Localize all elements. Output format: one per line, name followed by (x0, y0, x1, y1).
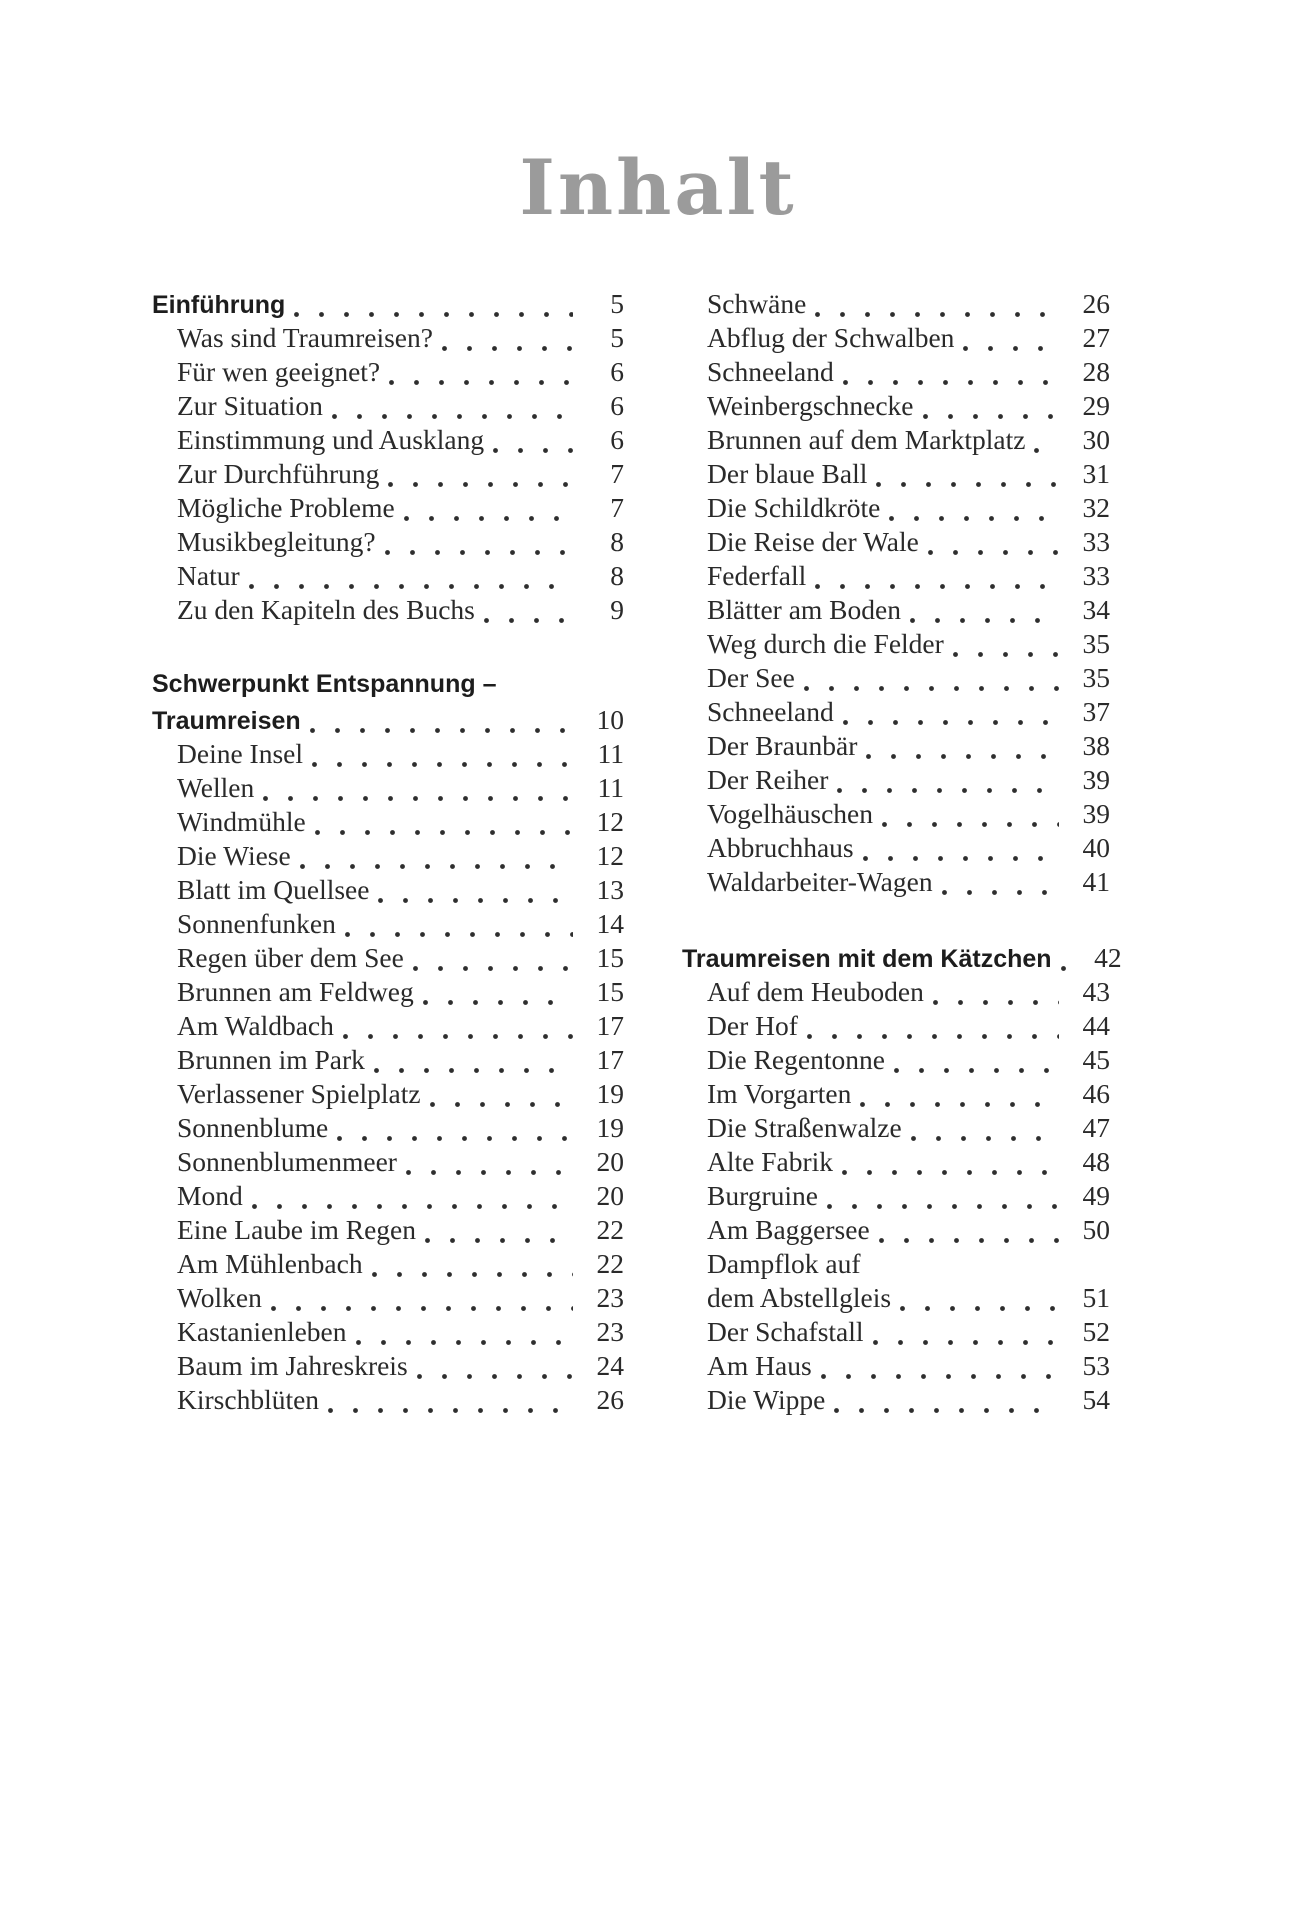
page-number: 50 (1082, 1214, 1110, 1245)
dot-leader (1034, 448, 1059, 453)
toc-label: Im Vorgarten (707, 1078, 852, 1109)
toc-label: Vogelhäuschen (707, 798, 873, 829)
toc-label: Federfall (707, 560, 807, 591)
toc-entry-row (152, 356, 624, 390)
page-number: 28 (1082, 356, 1110, 387)
dot-leader (942, 890, 1059, 895)
toc-entry-row (152, 840, 624, 874)
toc-label: Schwerpunkt Entspannung – (152, 670, 497, 698)
toc-label: Der blaue Ball (707, 458, 868, 489)
toc-label: Brunnen am Feldweg (177, 976, 414, 1007)
dot-leader (343, 1034, 573, 1039)
toc-entry-row (682, 1010, 1110, 1044)
dot-leader (894, 1068, 1059, 1073)
toc-label: Was sind Traumreisen? (177, 322, 433, 353)
dot-leader (827, 1204, 1059, 1209)
page-number: 7 (610, 458, 624, 489)
dot-leader (866, 754, 1059, 759)
toc-entry-row (152, 1282, 624, 1316)
toc-entry-row (152, 1112, 624, 1146)
toc-entry-row (682, 662, 1110, 696)
page-number: 40 (1082, 832, 1110, 863)
page-number: 26 (1082, 288, 1110, 319)
toc-entry-row (152, 322, 624, 356)
page-number: 12 (596, 840, 624, 871)
dot-leader (378, 898, 573, 903)
toc-entry-row (152, 806, 624, 840)
dot-leader (843, 380, 1059, 385)
page-number: 45 (1082, 1044, 1110, 1075)
toc-entry-row (682, 730, 1110, 764)
dot-leader (389, 380, 573, 385)
toc-label: Am Waldbach (177, 1010, 334, 1041)
page-number: 10 (596, 704, 624, 735)
page-number: 32 (1082, 492, 1110, 523)
toc-label: Musikbegleitung? (177, 526, 376, 557)
page-number: 23 (596, 1316, 624, 1347)
toc-entry-row (682, 798, 1110, 832)
toc-label: Sonnenblumenmeer (177, 1146, 397, 1177)
dot-leader (328, 1408, 573, 1413)
page-number: 34 (1082, 594, 1110, 625)
page-number: 7 (610, 492, 624, 523)
page-number: 22 (596, 1248, 624, 1279)
page-number: 9 (610, 594, 624, 625)
toc-label: Brunnen auf dem Marktplatz (707, 424, 1026, 455)
toc-heading-row (152, 288, 624, 322)
toc-label: Abflug der Schwalben (707, 322, 955, 353)
toc-label: Zur Durchführung (177, 458, 380, 489)
page-number: 5 (610, 288, 624, 319)
dot-leader (263, 796, 573, 801)
toc-label: Der Braunbär (707, 730, 858, 761)
toc-entry-row (682, 526, 1110, 560)
toc-entry-row (152, 1316, 624, 1350)
toc-label: Sonnenfunken (177, 908, 336, 939)
toc-label: Die Reise der Wale (707, 526, 919, 557)
page-number: 38 (1082, 730, 1110, 761)
toc-label: Sonnenblume (177, 1112, 329, 1143)
toc-label: Zur Situation (177, 390, 323, 421)
page-number: 27 (1082, 322, 1110, 353)
page-number: 54 (1082, 1384, 1110, 1415)
page-number: 6 (610, 390, 624, 421)
dot-leader (837, 788, 1059, 793)
toc-entry-row (152, 738, 624, 772)
toc-entry-row (682, 628, 1110, 662)
dot-leader (876, 482, 1059, 487)
dot-leader (923, 414, 1060, 419)
page-number: 11 (597, 772, 624, 803)
dot-leader (332, 414, 573, 419)
toc-label: Weinbergschnecke (707, 390, 914, 421)
toc-label: Blatt im Quellsee (177, 874, 370, 905)
toc-page (0, 142, 1316, 1905)
page-number: 13 (596, 874, 624, 905)
dot-leader (385, 550, 573, 555)
toc-label: Für wen geeignet? (177, 356, 381, 387)
dot-leader (900, 1306, 1059, 1311)
toc-entry-row (682, 1180, 1110, 1214)
toc-label: Schneeland (707, 696, 834, 727)
toc-entry-row (152, 1010, 624, 1044)
dot-leader (374, 1068, 573, 1073)
dot-leader (413, 966, 573, 971)
dot-leader (928, 550, 1059, 555)
toc-label: Brunnen im Park (177, 1044, 365, 1075)
page-number: 6 (610, 424, 624, 455)
page-number: 19 (596, 1112, 624, 1143)
page-number: 29 (1082, 390, 1110, 421)
page-number: 41 (1082, 866, 1110, 897)
toc-label: Windmühle (177, 806, 306, 837)
dot-leader (372, 1272, 573, 1277)
dot-leader (933, 1000, 1059, 1005)
toc-label: Abbruchhaus (707, 832, 854, 863)
toc-label: Weg durch die Felder (707, 628, 944, 659)
dot-leader (843, 720, 1059, 725)
toc-entry-row (152, 424, 624, 458)
dot-leader (860, 1102, 1059, 1107)
toc-label: Blätter am Boden (707, 594, 901, 625)
toc-entry-row (152, 1180, 624, 1214)
toc-label: Traumreisen mit dem Kätzchen (682, 945, 1052, 973)
toc-entry-row (682, 322, 1110, 356)
toc-label: Einführung (152, 291, 286, 319)
toc-entry-row (682, 1044, 1110, 1078)
toc-entry-row (152, 390, 624, 424)
page-number: 19 (596, 1078, 624, 1109)
page-number: 20 (596, 1146, 624, 1177)
toc-label: Zu den Kapiteln des Buchs (177, 594, 475, 625)
toc-label: Der Schafstall (707, 1316, 864, 1347)
toc-entry-row (152, 942, 624, 976)
dot-leader (882, 822, 1059, 827)
toc-entry-row (152, 492, 624, 526)
dot-leader (300, 864, 573, 869)
toc-label: Dampflok auf (707, 1248, 861, 1279)
toc-entry-row (152, 1044, 624, 1078)
dot-leader (423, 1000, 573, 1005)
toc-label: Die Straßenwalze (707, 1112, 902, 1143)
toc-entry-row (152, 874, 624, 908)
toc-label: Burgruine (707, 1180, 819, 1211)
toc-label: Auf dem Heuboden (707, 976, 924, 1007)
page-number: 15 (596, 942, 624, 973)
dot-leader (271, 1306, 573, 1311)
page-number: 23 (596, 1282, 624, 1313)
toc-entry-row (152, 1146, 624, 1180)
page-number: 51 (1082, 1282, 1110, 1313)
toc-label: Am Mühlenbach (177, 1248, 363, 1279)
page-number: 31 (1082, 458, 1110, 489)
toc-label: Am Haus (707, 1350, 812, 1381)
page-number: 37 (1082, 696, 1110, 727)
toc-entry-row (152, 1384, 624, 1418)
dot-leader (873, 1340, 1059, 1345)
dot-leader (842, 1170, 1059, 1175)
page-number: 8 (610, 560, 624, 591)
toc-entry-row (682, 288, 1110, 322)
toc-label: Der See (707, 662, 795, 693)
toc-label: Eine Laube im Regen (177, 1214, 417, 1245)
dot-leader (863, 856, 1059, 861)
toc-label: Mond (177, 1180, 243, 1211)
page-number: 26 (596, 1384, 624, 1415)
toc-entry-row (152, 908, 624, 942)
page-number: 11 (597, 738, 624, 769)
toc-entry-row (682, 866, 1110, 900)
page-number: 47 (1082, 1112, 1110, 1143)
toc-label: Die Schildkröte (707, 492, 881, 523)
toc-entry-row (682, 1248, 1110, 1282)
page-number: 46 (1082, 1078, 1110, 1109)
toc-heading-row (152, 670, 624, 704)
toc-entry-row (682, 1214, 1110, 1248)
dot-leader (834, 1408, 1059, 1413)
toc-entry-row (682, 976, 1110, 1010)
toc-entry-row (682, 832, 1110, 866)
toc-label: Alte Fabrik (707, 1146, 834, 1177)
dot-leader (815, 584, 1059, 589)
toc-entry-row (152, 1248, 624, 1282)
dot-leader (356, 1340, 573, 1345)
dot-leader (1061, 966, 1071, 971)
page-number: 42 (1094, 942, 1122, 973)
toc-label: Kirschblüten (177, 1384, 320, 1415)
page-number: 30 (1082, 424, 1110, 455)
toc-label: Der Reiher (707, 764, 829, 795)
toc-label: Natur (177, 560, 240, 591)
page-number: 35 (1082, 662, 1110, 693)
page-title: Inhalt (519, 143, 797, 232)
dot-leader (310, 728, 573, 733)
page-number: 14 (596, 908, 624, 939)
toc-entry-row (682, 696, 1110, 730)
dot-leader (345, 932, 573, 937)
dot-leader (315, 830, 573, 835)
toc-entry-row (682, 560, 1110, 594)
dot-leader (821, 1374, 1059, 1379)
toc-entry-row (682, 1316, 1110, 1350)
dot-leader (815, 312, 1059, 317)
page-number: 52 (1082, 1316, 1110, 1347)
toc-entry-row (682, 1146, 1110, 1180)
dot-leader (417, 1374, 573, 1379)
dot-leader (249, 584, 573, 589)
page-number: 5 (610, 322, 624, 353)
toc-entry-row (152, 594, 624, 628)
toc-entry-row (682, 458, 1110, 492)
toc-label: Deine Insel (177, 738, 303, 769)
toc-entry-row (682, 424, 1110, 458)
toc-label: Wolken (177, 1282, 262, 1313)
toc-label: Kastanienleben (177, 1316, 347, 1347)
toc-entry-row (152, 772, 624, 806)
toc-columns (152, 288, 1122, 1418)
page-number: 33 (1082, 560, 1110, 591)
toc-label: Der Hof (707, 1010, 798, 1041)
toc-entry-row (682, 356, 1110, 390)
page-number: 53 (1082, 1350, 1110, 1381)
dot-leader (312, 762, 573, 767)
toc-label: Regen über dem See (177, 942, 404, 973)
toc-entry-row (682, 1384, 1110, 1418)
dot-leader (388, 482, 573, 487)
toc-entry-row (152, 1350, 624, 1384)
toc-entry-row (682, 1350, 1110, 1384)
page-number: 22 (596, 1214, 624, 1245)
section-gap (152, 628, 624, 670)
dot-leader (493, 448, 573, 453)
toc-entry-row (152, 1078, 624, 1112)
toc-label: Die Wippe (707, 1384, 826, 1415)
page-number: 49 (1082, 1180, 1110, 1211)
page-number: 12 (596, 806, 624, 837)
page-number: 15 (596, 976, 624, 1007)
toc-entry-row (682, 1282, 1110, 1316)
toc-label: Die Wiese (177, 840, 291, 871)
page-number: 35 (1082, 628, 1110, 659)
toc-entry-row (682, 594, 1110, 628)
toc-label: Wellen (177, 772, 255, 803)
toc-entry-row (152, 526, 624, 560)
toc-column-right (682, 288, 1122, 1418)
dot-leader (404, 516, 573, 521)
page-number: 39 (1082, 764, 1110, 795)
page-number: 48 (1082, 1146, 1110, 1177)
dot-leader (889, 516, 1059, 521)
toc-entry-row (682, 492, 1110, 526)
toc-label: Am Baggersee (707, 1214, 870, 1245)
page-number: 33 (1082, 526, 1110, 557)
page-number: 8 (610, 526, 624, 557)
toc-label: Verlassener Spielplatz (177, 1078, 421, 1109)
dot-leader (879, 1238, 1059, 1243)
toc-entry-row (152, 458, 624, 492)
toc-label: Traumreisen (152, 707, 301, 735)
toc-entry-row (152, 976, 624, 1010)
toc-label: Mögliche Probleme (177, 492, 395, 523)
dot-leader (252, 1204, 573, 1209)
dot-leader (430, 1102, 573, 1107)
dot-leader (804, 686, 1059, 691)
toc-heading-row (152, 704, 624, 738)
dot-leader (953, 652, 1059, 657)
toc-column-left (152, 288, 624, 1418)
dot-leader (963, 346, 1059, 351)
toc-label: Schwäne (707, 288, 807, 319)
toc-entry-row (682, 764, 1110, 798)
dot-leader (807, 1034, 1059, 1039)
toc-label: Schneeland (707, 356, 834, 387)
toc-entry-row (152, 1214, 624, 1248)
dot-leader (910, 618, 1059, 623)
page-number: 6 (610, 356, 624, 387)
section-gap (682, 900, 1110, 942)
dot-leader (337, 1136, 573, 1141)
dot-leader (406, 1170, 573, 1175)
toc-entry-row (682, 1078, 1110, 1112)
toc-label: Waldarbeiter-Wagen (707, 866, 933, 897)
toc-label: Einstimmung und Ausklang (177, 424, 485, 455)
page-number: 43 (1082, 976, 1110, 1007)
page-number: 17 (596, 1044, 624, 1075)
toc-entry-row (682, 390, 1110, 424)
toc-label: dem Abstellgleis (707, 1282, 892, 1313)
toc-label: Baum im Jahreskreis (177, 1350, 408, 1381)
toc-label: Die Regentonne (707, 1044, 885, 1075)
dot-leader (425, 1238, 573, 1243)
page-number: 17 (596, 1010, 624, 1041)
dot-leader (911, 1136, 1059, 1141)
page-number: 24 (596, 1350, 624, 1381)
dot-leader (484, 618, 573, 623)
toc-entry-row (682, 1112, 1110, 1146)
toc-heading-row (682, 942, 1122, 976)
page-number: 44 (1082, 1010, 1110, 1041)
dot-leader (294, 312, 573, 317)
page-number: 20 (596, 1180, 624, 1211)
page-number: 39 (1082, 798, 1110, 829)
toc-entry-row (152, 560, 624, 594)
dot-leader (442, 346, 573, 351)
